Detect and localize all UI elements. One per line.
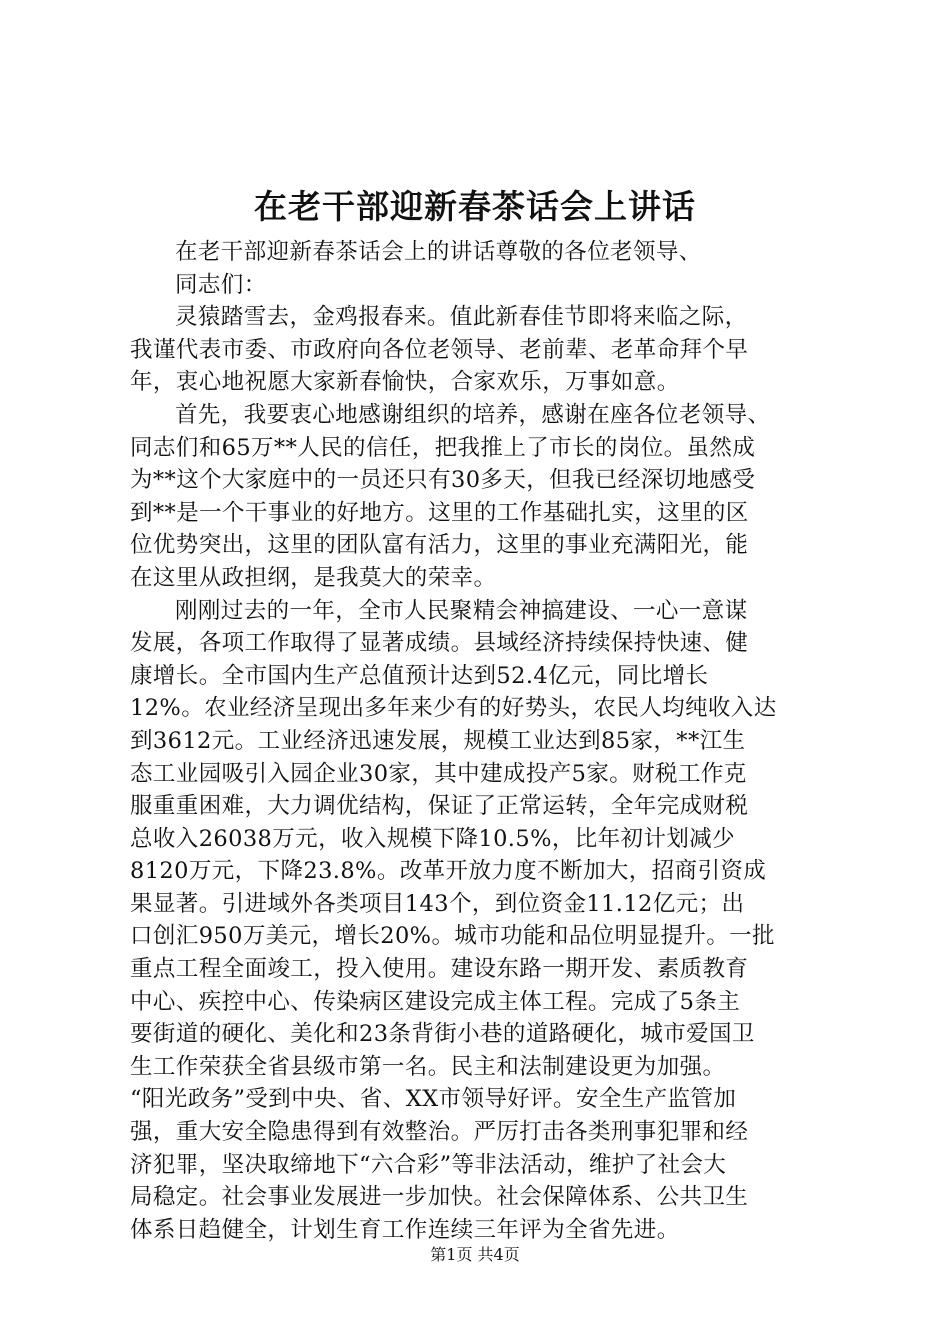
text-line: 局稳定。社会事业发展进一步加快。社会保障体系、公共卫生 [130, 1184, 749, 1211]
text-line: 到**是一个干事业的好地方。这里的工作基础扎实，这里的区 [130, 499, 749, 526]
text-line: 康增长。全市国内生产总值预计达到52.4亿元，同比增长 [130, 662, 709, 689]
text-line: 年，衷心地祝愿大家新春愉快，合家欢乐，万事如意。 [130, 369, 680, 396]
text-line: 同志们和65万**人民的信任，把我推上了市长的岗位。虽然成 [130, 434, 756, 461]
text-line: 果显著。引进域外各类项目143个，到位资金11.12亿元；出 [130, 890, 745, 917]
text-line: 发展，各项工作取得了显著成绩。县域经济持续保持快速、健 [130, 630, 749, 657]
text-line: 到3612元。工业经济迅速发展，规模工业达到85家，**江生 [130, 727, 746, 754]
text-line: 服重重困难，大力调优结构，保证了正常运转，全年完成财税 [130, 793, 749, 820]
text-line: 在这里从政担纲，是我莫大的荣幸。 [130, 564, 497, 591]
text-line: 济犯罪，坚决取缔地下“六合彩”等非法活动，维护了社会大 [130, 1151, 727, 1178]
text-line: 总收入26038万元，收入规模下降10.5%，比年初计划减少 [130, 825, 736, 852]
text-line: 12%。农业经济呈现出多年来少有的好势头，农民人均纯收入达 [130, 695, 777, 722]
document-body [130, 236, 830, 1246]
text-line: 8120万元，下降23.8%。改革开放力度不断加大，招商引资成 [130, 858, 767, 885]
text-line: 灵猿踏雪去，金鸡报春来。值此新春佳节即将来临之际， [175, 304, 748, 331]
page-number: 第1页 共4页 [430, 1245, 520, 1264]
text-line: 同志们： [175, 271, 267, 298]
text-line: 在老干部迎新春茶话会上的讲话尊敬的各位老领导、 [175, 239, 702, 265]
text-line: 强，重大安全隐患得到有效整治。严厉打击各类刑事犯罪和经 [130, 1119, 749, 1146]
text-line: 刚刚过去的一年，全市人民聚精会神搞建设、一心一意谋 [175, 597, 748, 624]
text-line: 位优势突出，这里的团队富有活力，这里的事业充满阳光，能 [130, 532, 749, 559]
text-line: 生工作荣获全省县级市第一名。民主和法制建设更为加强。 [130, 1053, 726, 1080]
text-line: 体系日趋健全，计划生育工作连续三年评为全省先进。 [130, 1216, 680, 1243]
document-title: 在老干部迎新春茶话会上讲话 [254, 187, 696, 226]
text-line: 要街道的硬化、美化和23条背街小巷的道路硬化，城市爱国卫 [130, 1021, 755, 1048]
text-line: 中心、疾控中心、传染病区建设完成主体工程。完成了5条主 [130, 988, 741, 1015]
text-line: 态工业园吸引入园企业30家，其中建成投产5家。财税工作克 [130, 760, 747, 787]
text-line: 口创汇950万美元，增长20%。城市功能和品位明显提升。一批 [130, 923, 775, 950]
text-line: 我谨代表市委、市政府向各位老领导、老前辈、老革命拜个早 [130, 336, 749, 363]
text-line: “阳光政务”受到中央、省、XX市领导好评。安全生产监管加 [130, 1086, 737, 1113]
text-line: 首先，我要衷心地感谢组织的培养，感谢在座各位老领导、 [175, 401, 771, 428]
text-line: 为**这个大家庭中的一员还只有30多天，但我已经深切地感受 [130, 467, 756, 494]
text-line: 重点工程全面竣工，投入使用。建设东路一期开发、素质教育 [130, 956, 749, 983]
